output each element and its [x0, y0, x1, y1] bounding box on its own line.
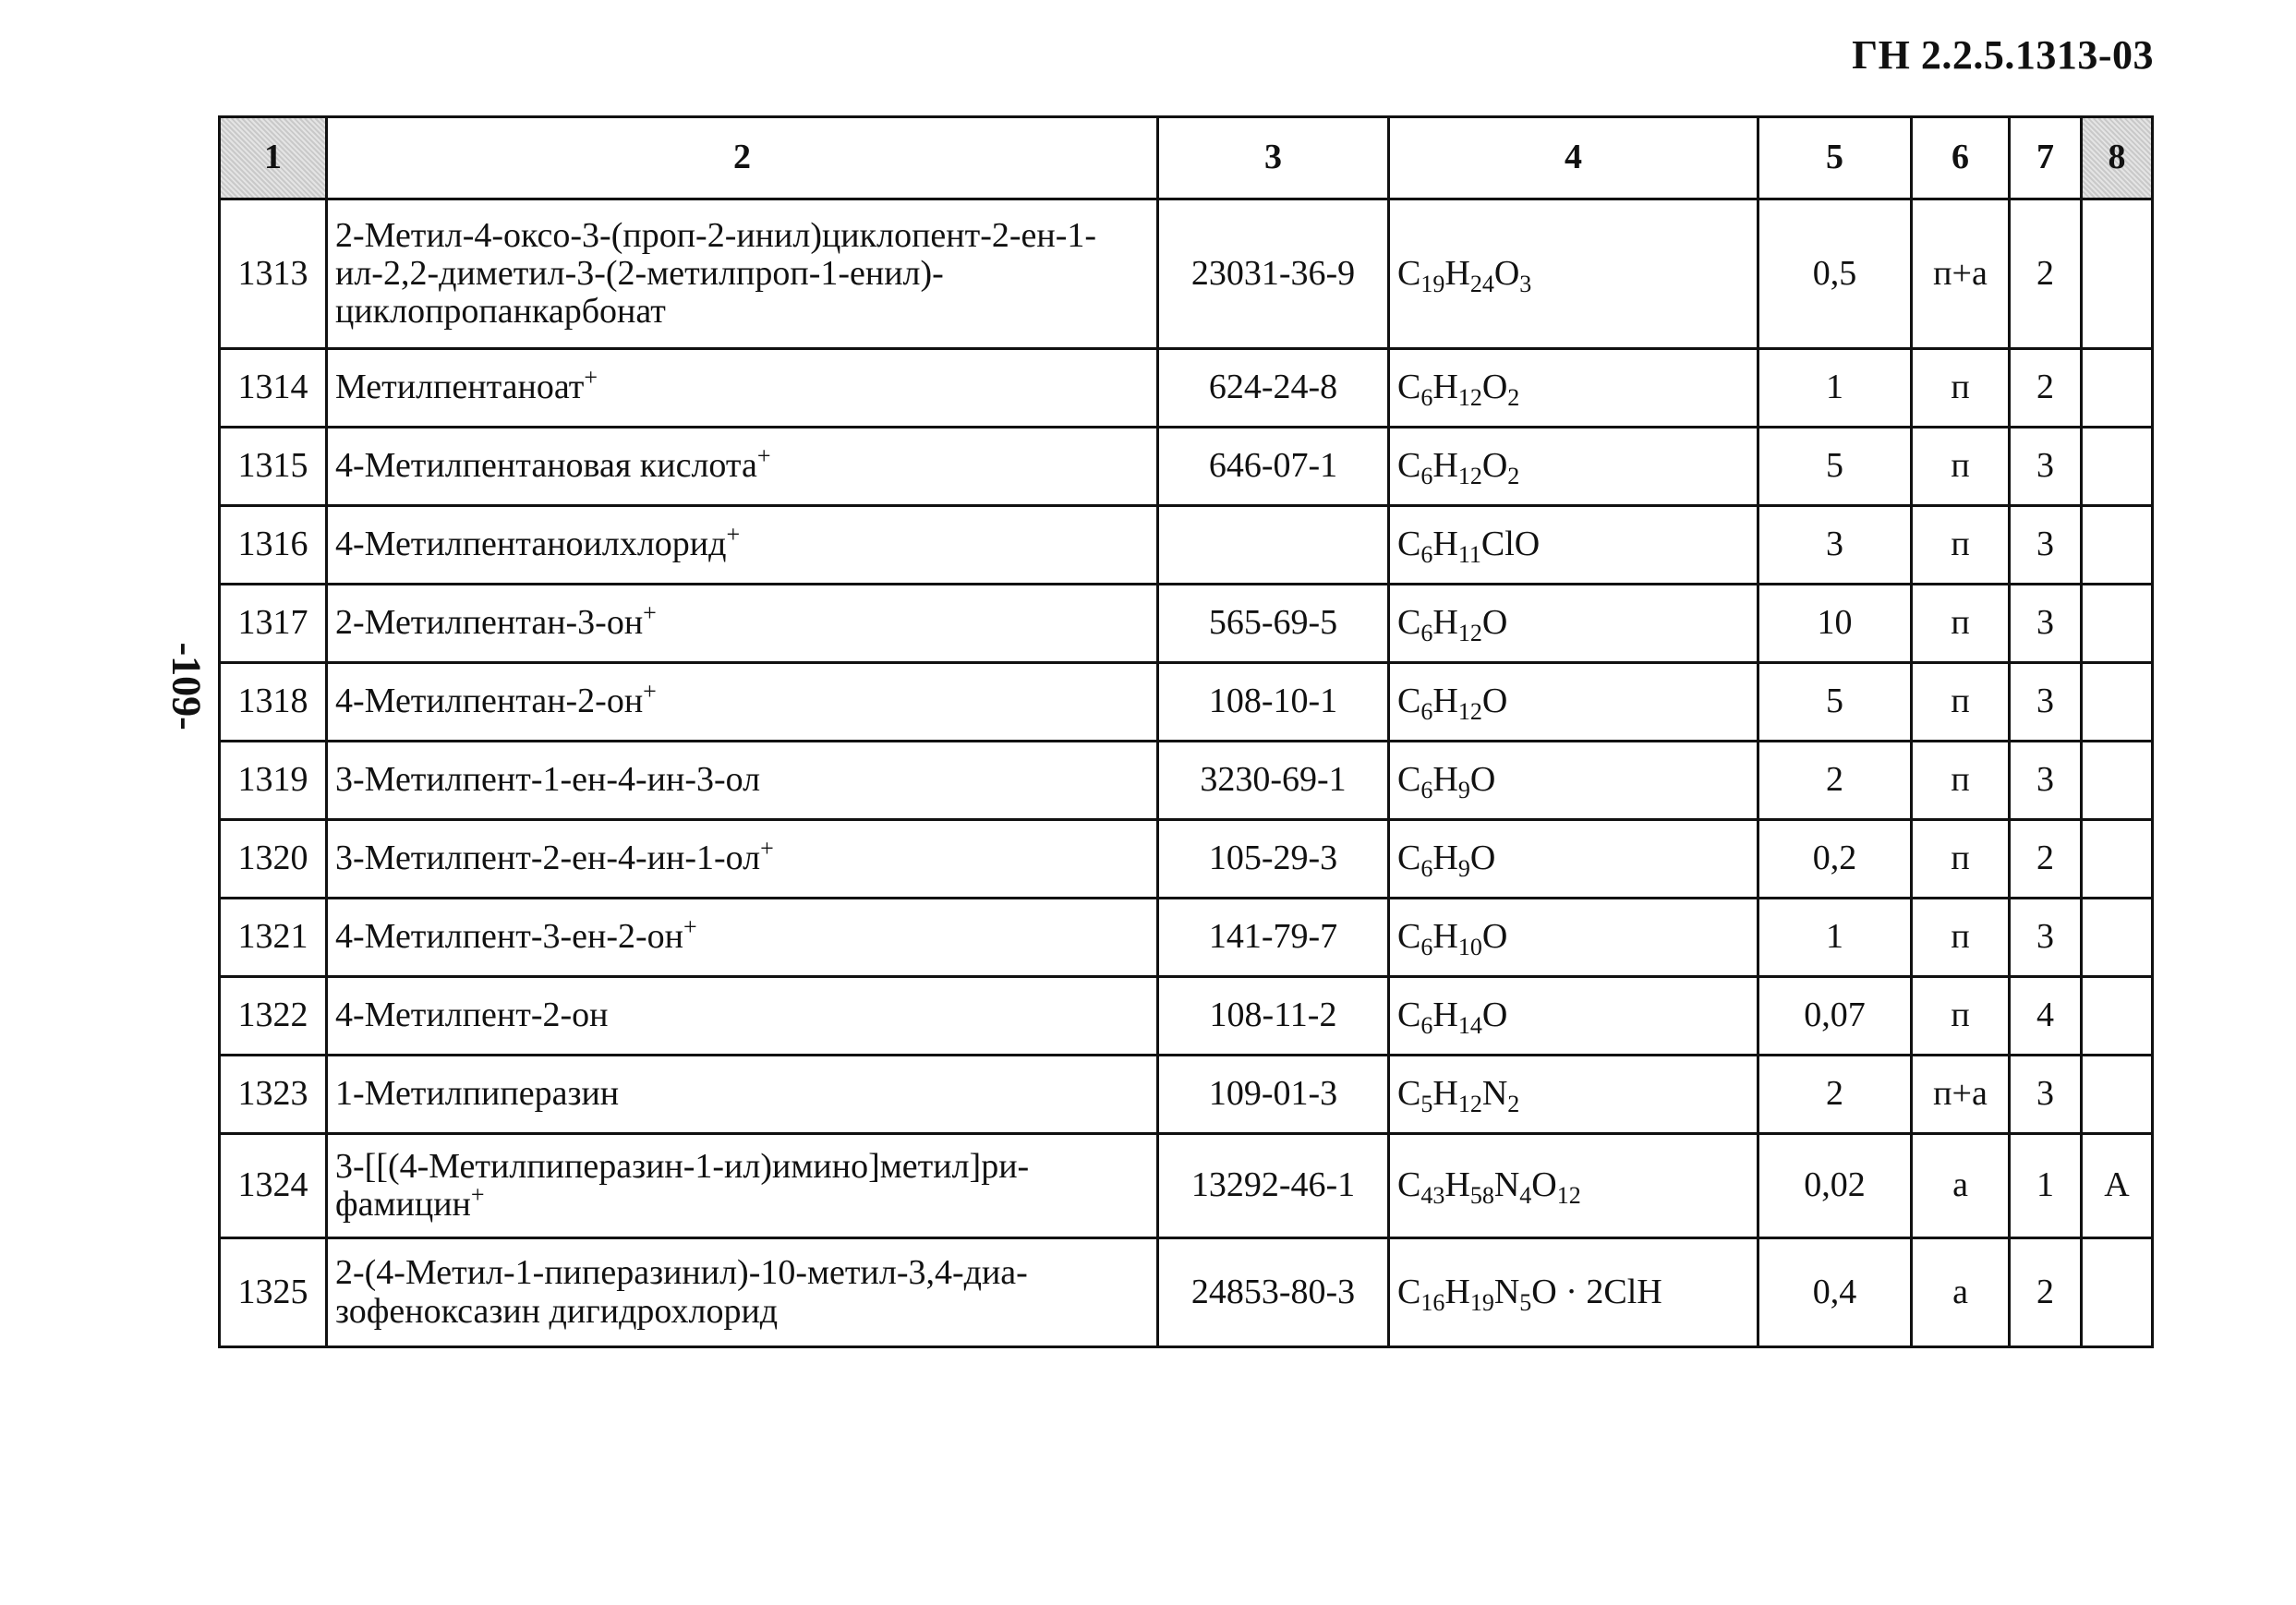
exposure-limit: 0,5: [1758, 199, 1912, 349]
cas-number: [1158, 506, 1389, 585]
hazard-class: 3: [2010, 585, 2082, 663]
exposure-limit: 0,2: [1758, 820, 1912, 899]
aggregate-state: п: [1912, 977, 2010, 1056]
plus-marker: +: [760, 835, 774, 863]
cas-number: 141-79-7: [1158, 899, 1389, 977]
hazard-class: 4: [2010, 977, 2082, 1056]
aggregate-state: п+а: [1912, 1056, 2010, 1134]
note-cell: А: [2082, 1134, 2153, 1238]
chemical-formula: $C_6H_{14}O$: [1389, 977, 1758, 1056]
cas-number: 13292-46-1: [1158, 1134, 1389, 1238]
substance-name: 4-Метилпентан-2-он+: [327, 663, 1158, 742]
aggregate-state: п: [1912, 428, 2010, 506]
hazard-class: 3: [2010, 899, 2082, 977]
cas-number: 646-07-1: [1158, 428, 1389, 506]
plus-marker: +: [683, 913, 697, 941]
table-row: [220, 899, 2153, 977]
chemical-formula: $C_5H_{12}N_2$: [1389, 1056, 1758, 1134]
note-cell: [2082, 428, 2153, 506]
column-header: 8: [2082, 117, 2153, 199]
column-header: 6: [1912, 117, 2010, 199]
row-number: 1315: [220, 428, 327, 506]
table-row: [220, 585, 2153, 663]
note-cell: [2082, 1238, 2153, 1347]
aggregate-state: а: [1912, 1134, 2010, 1238]
chemical-formula: $C_6H_{12}O_2$: [1389, 349, 1758, 428]
substances-table: [218, 115, 2154, 1348]
hazard-class: 2: [2010, 199, 2082, 349]
exposure-limit: 0,4: [1758, 1238, 1912, 1347]
note-cell: [2082, 820, 2153, 899]
table-row: [220, 977, 2153, 1056]
cas-number: 23031-36-9: [1158, 199, 1389, 349]
substance-name: 2-Метил-4-оксо-3-(проп-2-инил)циклопент-2-ен-1-ил-2,2-диметил-3-(2-метилпроп-1-енил)-циклопропанкарбонат: [327, 199, 1158, 349]
table-row: [220, 1056, 2153, 1134]
substance-name: 3-[[(4-Метилпиперазин-1-ил)имино]метил]ри-фамицин+: [327, 1134, 1158, 1238]
plus-marker: +: [643, 678, 657, 706]
substance-name: 4-Метилпентаноилхлорид+: [327, 506, 1158, 585]
note-cell: [2082, 1056, 2153, 1134]
table-row: [220, 1134, 2153, 1238]
exposure-limit: 0,07: [1758, 977, 1912, 1056]
cas-number: 109-01-3: [1158, 1056, 1389, 1134]
substance-name: Метилпентаноат+: [327, 349, 1158, 428]
column-header: 2: [327, 117, 1158, 199]
note-cell: [2082, 349, 2153, 428]
exposure-limit: 0,02: [1758, 1134, 1912, 1238]
table-row: [220, 663, 2153, 742]
row-number: 1321: [220, 899, 327, 977]
exposure-limit: 2: [1758, 1056, 1912, 1134]
note-cell: [2082, 199, 2153, 349]
column-header: 3: [1158, 117, 1389, 199]
row-number: 1322: [220, 977, 327, 1056]
substance-name: 4-Метилпентановая кислота+: [327, 428, 1158, 506]
chemical-formula: $C_6H_{11}ClO$: [1389, 506, 1758, 585]
aggregate-state: п: [1912, 663, 2010, 742]
chemical-formula: $C_6H_{10}O$: [1389, 899, 1758, 977]
exposure-limit: 1: [1758, 899, 1912, 977]
row-number: 1324: [220, 1134, 327, 1238]
row-number: 1314: [220, 349, 327, 428]
row-number: 1313: [220, 199, 327, 349]
hazard-class: 2: [2010, 1238, 2082, 1347]
note-cell: [2082, 742, 2153, 820]
table-row: [220, 506, 2153, 585]
row-number: 1318: [220, 663, 327, 742]
row-number: 1317: [220, 585, 327, 663]
aggregate-state: п: [1912, 585, 2010, 663]
hazard-class: 1: [2010, 1134, 2082, 1238]
chemical-formula: $C_6H_9O$: [1389, 742, 1758, 820]
substance-name: 1-Метилпиперазин: [327, 1056, 1158, 1134]
table-row: [220, 349, 2153, 428]
substance-name: 4-Метилпент-2-он: [327, 977, 1158, 1056]
aggregate-state: а: [1912, 1238, 2010, 1347]
chemical-formula: $C_6H_{12}O$: [1389, 585, 1758, 663]
aggregate-state: п: [1912, 349, 2010, 428]
substance-name: 4-Метилпент-3-ен-2-он+: [327, 899, 1158, 977]
column-header: 7: [2010, 117, 2082, 199]
table-row: [220, 428, 2153, 506]
chemical-formula: $C_6H_{12}O_2$: [1389, 428, 1758, 506]
row-number: 1319: [220, 742, 327, 820]
exposure-limit: 5: [1758, 663, 1912, 742]
chemical-formula: $C_6H_{12}O$: [1389, 663, 1758, 742]
substance-name: 3-Метилпент-2-ен-4-ин-1-ол+: [327, 820, 1158, 899]
aggregate-state: п+а: [1912, 199, 2010, 349]
chemical-formula: $C_6H_9O$: [1389, 820, 1758, 899]
aggregate-state: п: [1912, 742, 2010, 820]
cas-number: 108-11-2: [1158, 977, 1389, 1056]
note-cell: [2082, 506, 2153, 585]
document-code: ГН 2.2.5.1313-03: [1852, 32, 2154, 78]
column-header: 1: [220, 117, 327, 199]
exposure-limit: 10: [1758, 585, 1912, 663]
exposure-limit: 1: [1758, 349, 1912, 428]
column-header: 4: [1389, 117, 1758, 199]
row-number: 1323: [220, 1056, 327, 1134]
cas-number: 565-69-5: [1158, 585, 1389, 663]
exposure-limit: 2: [1758, 742, 1912, 820]
plus-marker: +: [756, 442, 771, 470]
row-number: 1320: [220, 820, 327, 899]
note-cell: [2082, 585, 2153, 663]
cas-number: 105-29-3: [1158, 820, 1389, 899]
cas-number: 3230-69-1: [1158, 742, 1389, 820]
chemical-formula: $C_{43}H_{58}N_4O_{12}$: [1389, 1134, 1758, 1238]
note-cell: [2082, 899, 2153, 977]
hazard-class: 3: [2010, 663, 2082, 742]
chemical-formula: $C_{16}H_{19}N_5O \cdot 2ClH$: [1389, 1238, 1758, 1347]
note-cell: [2082, 663, 2153, 742]
table-row: [220, 742, 2153, 820]
hazard-class: 2: [2010, 349, 2082, 428]
page-number: -109-: [163, 642, 210, 730]
hazard-class: 2: [2010, 820, 2082, 899]
substance-name: 2-Метилпентан-3-он+: [327, 585, 1158, 663]
table-row: [220, 1238, 2153, 1347]
exposure-limit: 3: [1758, 506, 1912, 585]
table-header-row: [220, 117, 2153, 199]
exposure-limit: 5: [1758, 428, 1912, 506]
hazard-class: 3: [2010, 1056, 2082, 1134]
plus-marker: +: [470, 1181, 485, 1208]
table-row: [220, 820, 2153, 899]
plus-marker: +: [643, 599, 657, 627]
table-row: [220, 199, 2153, 349]
row-number: 1316: [220, 506, 327, 585]
column-header: 5: [1758, 117, 1912, 199]
plus-marker: +: [584, 364, 598, 392]
substance-name: 3-Метилпент-1-ен-4-ин-3-ол: [327, 742, 1158, 820]
substance-name: 2-(4-Метил-1-пиперазинил)-10-метил-3,4-диа-зофеноксазин дигидрохлорид: [327, 1238, 1158, 1347]
aggregate-state: п: [1912, 820, 2010, 899]
note-cell: [2082, 977, 2153, 1056]
aggregate-state: п: [1912, 899, 2010, 977]
aggregate-state: п: [1912, 506, 2010, 585]
cas-number: 624-24-8: [1158, 349, 1389, 428]
cas-number: 108-10-1: [1158, 663, 1389, 742]
cas-number: 24853-80-3: [1158, 1238, 1389, 1347]
chemical-formula: $C_{19}H_{24}O_3$: [1389, 199, 1758, 349]
hazard-class: 3: [2010, 742, 2082, 820]
plus-marker: +: [726, 521, 741, 549]
hazard-class: 3: [2010, 428, 2082, 506]
hazard-class: 3: [2010, 506, 2082, 585]
row-number: 1325: [220, 1238, 327, 1347]
